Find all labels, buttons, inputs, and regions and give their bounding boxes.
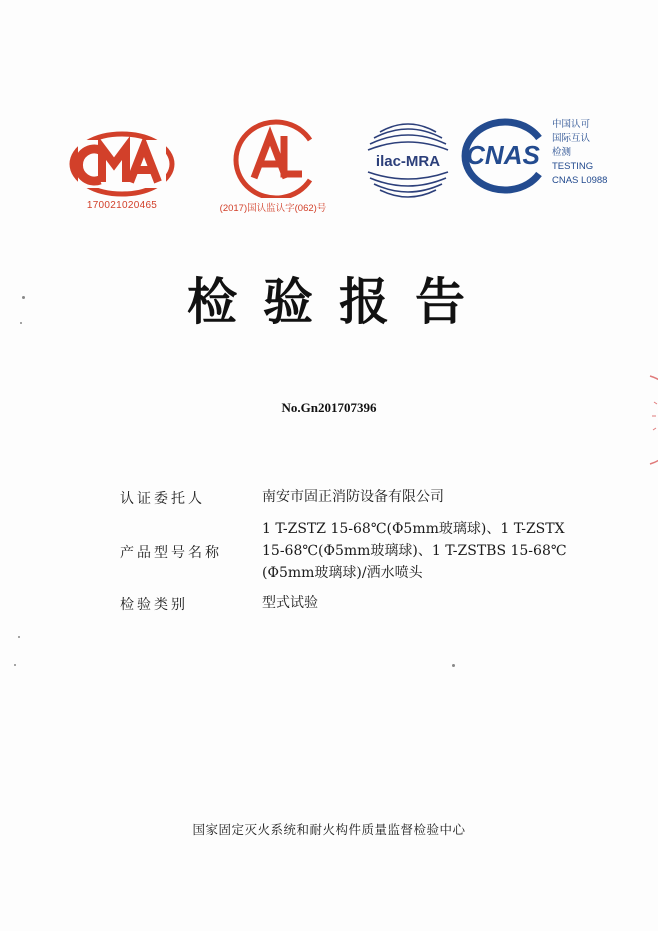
ilac-globe-icon [360, 112, 456, 208]
client-value: 南安市固正消防设备有限公司 [262, 489, 444, 505]
client-label: 认证委托人 [120, 491, 205, 507]
cnas-logo [453, 116, 553, 196]
cma-number: 170021020465 [86, 200, 158, 211]
cnas-line: CNAS L0988 [552, 175, 608, 186]
cma-mark-icon [66, 124, 178, 198]
scan-speck [14, 664, 16, 666]
model-line: (Φ5mm玻璃球)/洒水喷头 [262, 565, 423, 581]
red-seal-edge-icon [628, 372, 658, 468]
cnas-line: 国际互认 [552, 133, 591, 144]
cal-logo [198, 118, 348, 218]
report-title: 检验报告 [187, 273, 491, 331]
cnas-line: TESTING [552, 161, 594, 172]
scan-speck [20, 322, 22, 324]
scan-speck [22, 296, 25, 299]
cnas-mark-icon [453, 116, 553, 196]
cal-mark-icon [198, 118, 348, 198]
cal-number: (2017)国认监认字(062)号 [219, 203, 327, 214]
issuing-center: 国家固定灭火系统和耐火构件质量监督检验中心 [192, 822, 466, 837]
category-label: 检验类别 [120, 597, 188, 613]
cnas-caption [552, 118, 652, 188]
scan-speck [452, 664, 455, 667]
scan-speck [18, 636, 20, 638]
model-value [262, 518, 644, 584]
model-line: 15-68℃(Φ5mm玻璃球)、1 T-ZSTBS 15-68℃ [262, 543, 567, 559]
report-number: No.Gn201707396 [281, 400, 377, 415]
ilac-mra-logo [360, 112, 456, 208]
category-value: 型式试验 [262, 595, 318, 611]
cma-logo [66, 124, 178, 214]
ilac-mra-text: ilac-MRA [375, 153, 441, 170]
model-label: 产品型号名称 [120, 545, 222, 561]
cnas-line: 中国认可 [552, 119, 591, 130]
cnas-mark-text: CNAS [466, 140, 540, 170]
model-line: 1 T-ZSTZ 15-68℃(Φ5mm玻璃球)、1 T-ZSTX [262, 521, 565, 537]
cnas-line: 检测 [552, 147, 572, 158]
